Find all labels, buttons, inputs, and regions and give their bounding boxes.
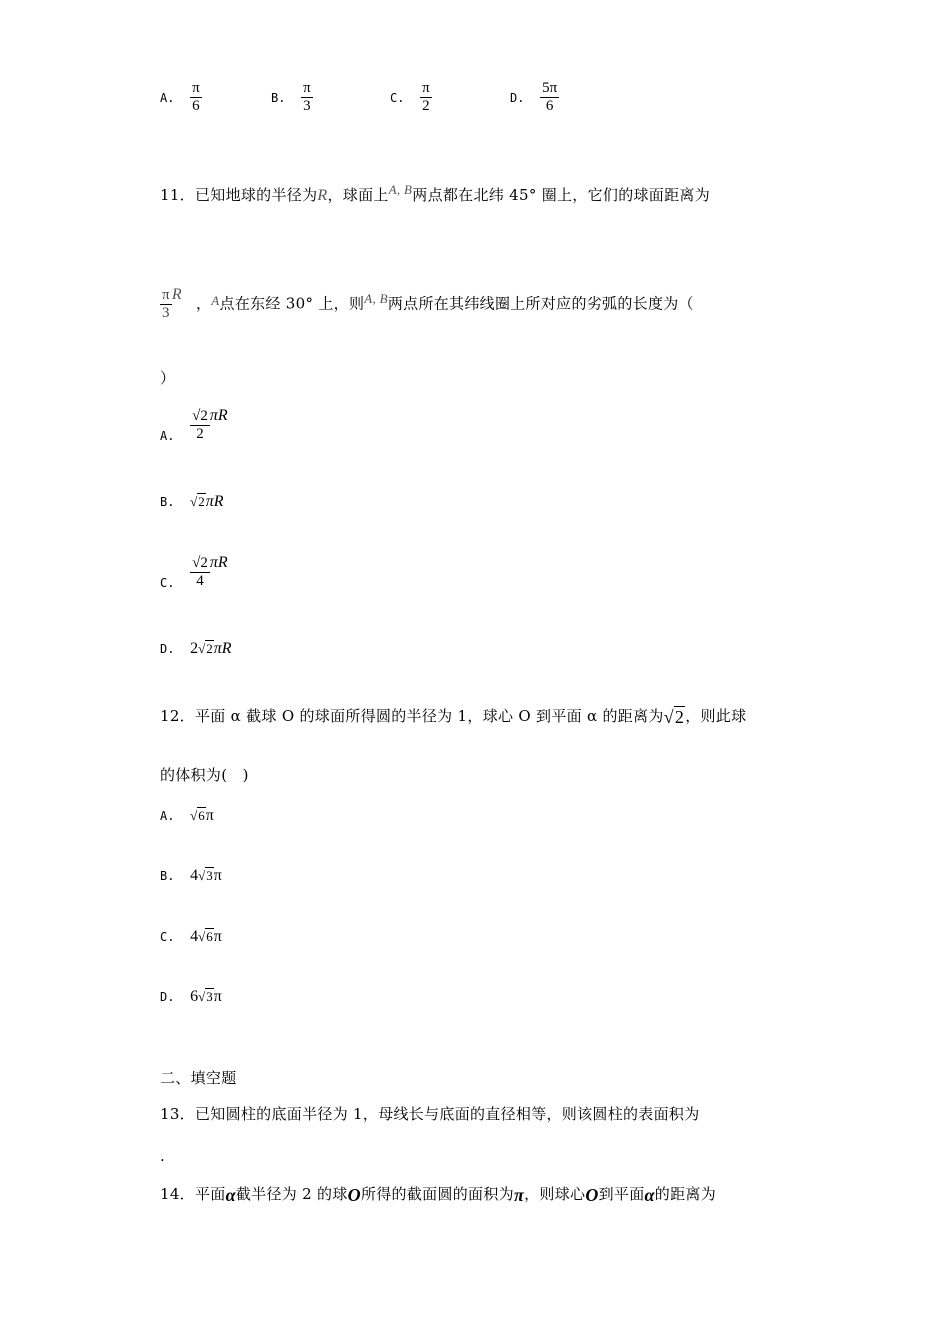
symbol-ab: A, B	[388, 182, 413, 197]
section-title: 二、填空题	[160, 1069, 237, 1087]
q10-option-b	[271, 80, 313, 115]
symbol-o: O	[347, 1185, 361, 1205]
option-label: D.	[160, 990, 175, 1004]
q12-option-a: A. √6π	[160, 807, 214, 824]
symbol-pi: π	[513, 1185, 525, 1205]
q10-option-d	[510, 80, 559, 115]
sqrt: √6	[190, 808, 205, 823]
symbol-a: A	[211, 292, 220, 308]
option-label: B.	[271, 90, 286, 105]
option-label: C.	[160, 576, 175, 590]
fraction: $\frac{√2}{2}$	[192, 408, 208, 442]
sqrt: √6	[198, 929, 213, 944]
symbol-r: R	[171, 285, 182, 303]
option-label: A.	[160, 429, 175, 443]
q11-option-d: D. 2√2πR	[160, 640, 232, 657]
q11-option-b: B. √2πR	[160, 493, 224, 510]
q10-option-a	[160, 80, 202, 115]
q13-line1: 13．已知圆柱的底面半径为 1，母线长与底面的直径相等，则该圆柱的表面积为	[160, 1105, 700, 1123]
fraction: $\frac{5\pi}{6}$	[542, 80, 558, 114]
q11-line2: $\frac{\pi}{3}$ R，A点在东经 30° 上，则A, B两点所在其纬线圈上所对应的劣弧的长度为（	[162, 285, 694, 321]
q12-option-b: B. 4√3π	[160, 867, 222, 884]
q12-option-d: D. 6√3π	[160, 988, 222, 1005]
q12-option-c: C. 4√6π	[160, 928, 222, 945]
sqrt: √2	[198, 641, 213, 656]
q11-option-c: C. $\frac{√2}{4}$ πR	[160, 553, 228, 590]
option-label: A.	[160, 90, 175, 105]
symbol-alpha: α	[644, 1185, 655, 1205]
sqrt: √3	[198, 868, 213, 883]
q12-line2: 的体积为( )	[160, 766, 249, 784]
symbol-o: O	[585, 1185, 599, 1205]
q12-line1: 12．平面 α 截球 O 的球面所得圆的半径为 1，球心 O 到平面 α 的距离为√2，则此球	[160, 707, 747, 727]
q11-line3: ）	[160, 369, 176, 387]
option-label: D.	[510, 90, 525, 105]
symbol-alpha: α	[225, 1185, 236, 1205]
symbol-ab: A, B	[364, 290, 388, 306]
sqrt: √3	[198, 989, 213, 1004]
option-label: B.	[160, 495, 175, 509]
sqrt: √2	[190, 494, 205, 509]
fraction: $\frac{\pi}{2}$	[422, 80, 430, 114]
q13-line2: .	[160, 1147, 166, 1165]
fraction-pi-3: $\frac{\pi}{3}$	[162, 287, 170, 321]
option-label: C.	[390, 90, 405, 105]
fraction: $\frac{\pi}{6}$	[192, 80, 200, 114]
fraction: $\frac{√2}{4}$	[192, 555, 208, 589]
fraction: $\frac{\pi}{3}$	[303, 80, 311, 114]
option-label: C.	[160, 930, 175, 944]
symbol-r: R	[317, 187, 328, 204]
sqrt: √2	[663, 707, 685, 727]
option-label: B.	[160, 869, 175, 883]
option-label: D.	[160, 642, 175, 656]
q10-option-c	[390, 80, 432, 115]
q14-line1: 14．平面α截半径为 2 的球O所得的截面圆的面积为π，则球心O到平面α的距离为	[160, 1185, 716, 1205]
q11-line1: 11．已知地球的半径为R，球面上A, B两点都在北纬 45° 圈上，它们的球面距离为	[160, 182, 710, 204]
option-label: A.	[160, 809, 175, 823]
q11-option-a: A. $\frac{√2}{2}$ πR	[160, 406, 228, 443]
